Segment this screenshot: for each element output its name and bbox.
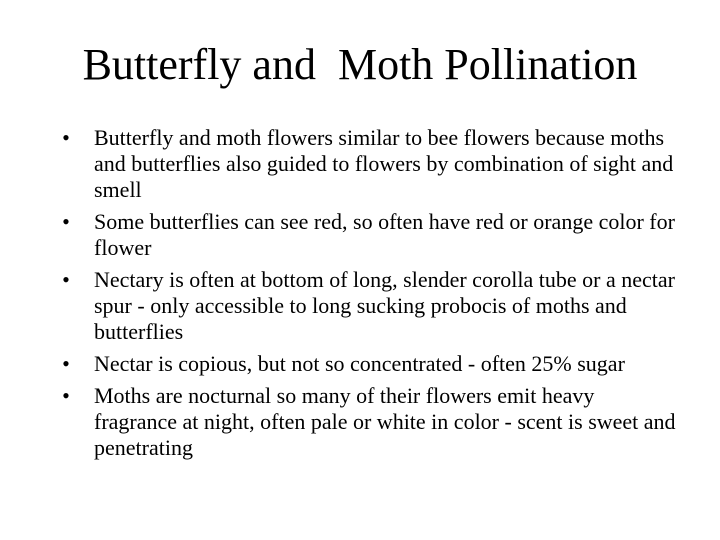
- bullet-item: [56, 351, 676, 377]
- bullet-icon: •: [62, 267, 70, 292]
- bullet-text: Butterfly and moth flowers similar to bee flowers because moths and butterflies also guided to flowers by combination of sight and smell: [94, 125, 674, 202]
- bullet-icon: •: [62, 125, 70, 150]
- bullet-item: [56, 209, 676, 261]
- bullet-icon: •: [62, 383, 70, 408]
- bullet-text: Nectary is often at bottom of long, slender corolla tube or a nectar spur - only accessible to long sucking probocis of moths and butterflies: [94, 267, 675, 344]
- bullet-list: [56, 125, 676, 467]
- bullet-item: [56, 383, 676, 461]
- bullet-item: [56, 267, 676, 345]
- bullet-icon: •: [62, 351, 70, 376]
- bullet-text: Moths are nocturnal so many of their flowers emit heavy fragrance at night, often pale or white in color - scent is sweet and penetrating: [94, 383, 676, 460]
- bullet-item: [56, 125, 676, 203]
- slide-title: Butterfly and Moth Pollination: [82, 40, 638, 89]
- bullet-icon: •: [62, 209, 70, 234]
- bullet-text: Some butterflies can see red, so often have red or orange color for flower: [94, 209, 675, 260]
- bullet-text: Nectar is copious, but not so concentrated - often 25% sugar: [94, 351, 625, 376]
